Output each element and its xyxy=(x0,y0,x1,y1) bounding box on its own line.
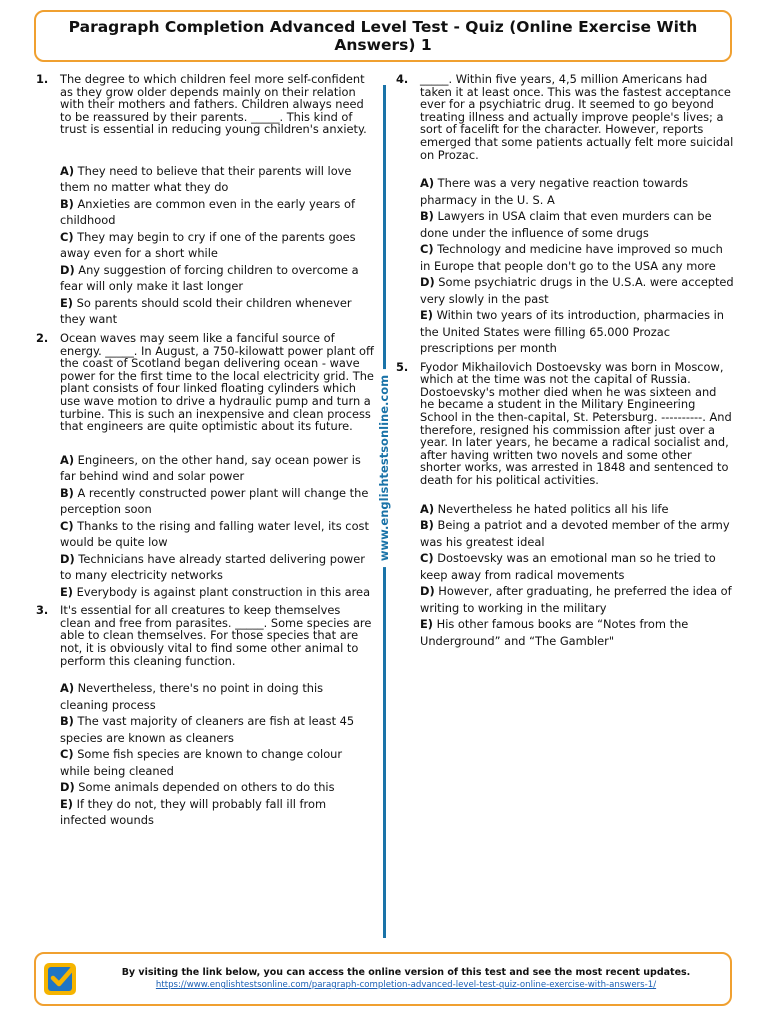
option-d[interactable] xyxy=(420,274,734,307)
option-letter: A) xyxy=(60,163,75,178)
option-letter: E) xyxy=(420,308,433,323)
option-letter: A) xyxy=(420,176,435,191)
options-list xyxy=(60,680,374,829)
option-a[interactable] xyxy=(60,452,374,485)
question-stem: Ocean waves may seem like a fanciful source of energy. _____. In August, a 750-kilowatt power plant off the coast of Scotland began delivering ocean - wave power for the first time to the local electricity grid. The plant consists of four linked floating cylinders which use wave motion to drive a hydraulic pump and turn a turbine. This is such an inexpensive and clean process that engineers are quite optimistic about its future. xyxy=(60,330,374,434)
option-text: His other famous books are “Notes from the Underground” and “The Gambler" xyxy=(420,617,689,648)
option-letter: E) xyxy=(60,796,73,811)
site-watermark: www.englishtestsonline.com xyxy=(374,369,394,567)
option-text: If they do not, they will probably fall ill from infected wounds xyxy=(60,796,327,828)
option-text: A recently constructed power plant will change the perception soon xyxy=(60,485,369,517)
option-a[interactable] xyxy=(420,501,734,518)
question-2 xyxy=(36,332,374,600)
option-text: Technicians have already started delivering power to many electricity networks xyxy=(60,551,365,583)
option-text: Lawyers in USA claim that even murders can be done under the influence of some drugs xyxy=(420,209,712,240)
option-text: Engineers, on the other hand, say ocean power is far behind wind and solar power xyxy=(60,452,361,484)
option-letter: C) xyxy=(60,518,74,533)
option-text: However, after graduating, he preferred the idea of writing to working in the military xyxy=(420,584,732,615)
footer-box xyxy=(34,952,732,1006)
option-b[interactable] xyxy=(420,517,734,550)
option-letter: C) xyxy=(60,229,74,244)
option-letter: C) xyxy=(60,747,74,762)
option-letter: A) xyxy=(420,501,435,516)
option-a[interactable] xyxy=(60,680,374,713)
question-3 xyxy=(36,604,374,828)
option-text: Technology and medicine have improved so much in Europe that people don't go to the USA any more xyxy=(420,242,723,273)
option-e[interactable] xyxy=(420,616,734,649)
option-e[interactable] xyxy=(60,796,374,829)
option-text: Some animals depended on others to do this xyxy=(78,780,335,795)
option-letter: C) xyxy=(420,242,434,257)
option-text: Being a patriot and a devoted member of the army was his greatest ideal xyxy=(420,518,730,549)
option-text: Dostoevsky was an emotional man so he tried to keep away from radical movements xyxy=(420,551,716,582)
option-letter: E) xyxy=(60,584,73,599)
left-column xyxy=(36,73,374,829)
option-text: Nevertheless, there's no point in doing this cleaning process xyxy=(60,681,324,712)
option-d[interactable] xyxy=(60,551,374,584)
option-text: So parents should scold their children whenever they want xyxy=(60,295,352,327)
option-text: The vast majority of cleaners are fish at least 45 species are known as cleaners xyxy=(60,714,355,745)
option-text: Anxieties are common even in the early years of childhood xyxy=(60,196,355,228)
option-text: Any suggestion of forcing children to overcome a fear will only make it last longer xyxy=(60,262,359,294)
option-c[interactable] xyxy=(420,241,734,274)
question-number: 5. xyxy=(396,359,409,374)
page-title: Paragraph Completion Advanced Level Test - Quiz (Online Exercise With Answers) 1 xyxy=(68,18,698,54)
option-letter: D) xyxy=(60,262,75,277)
option-text: They need to believe that their parents will love them no matter what they do xyxy=(60,163,352,195)
option-letter: A) xyxy=(60,452,75,467)
option-letter: B) xyxy=(60,714,74,729)
options-list xyxy=(60,163,374,328)
option-c[interactable] xyxy=(60,518,374,551)
question-stem: Fyodor Mikhailovich Dostoevsky was born in Moscow, which at the time was not the capital of Russia. Dostoevsky's mother died when he was sixteen and he became a student in the Military Engineering School in the then-capital, St. Petersburg. ----------. And therefore, resigned his commission after just over a year. In later years, he became a radical socialist and, after having written two novels and some other shorter works, was arrested in 1848 and sentenced to death for his political activities. xyxy=(420,359,732,487)
option-letter: D) xyxy=(420,275,435,290)
option-letter: D) xyxy=(420,584,435,599)
question-stem: _____. Within five years, 4,5 million Americans had taken it at least once. This was the fastest acceptance ever for a psychiatric drug. It seemed to go beyond treating illness and actually improve people's lives; a sort of facelift for the character. However, reports emerged that some patients actually felt more suicidal on Prozac. xyxy=(420,72,734,162)
question-5 xyxy=(396,361,734,649)
option-b[interactable] xyxy=(60,485,374,518)
title-box xyxy=(34,10,732,62)
option-e[interactable] xyxy=(420,307,734,357)
question-number: 3. xyxy=(36,603,49,618)
right-column xyxy=(396,73,734,649)
option-letter: B) xyxy=(60,485,74,500)
question-number: 4. xyxy=(396,72,409,86)
question-4 xyxy=(396,73,734,357)
option-text: Thanks to the rising and falling water level, its cost would be quite low xyxy=(60,518,369,550)
question-stem: The degree to which children feel more self-confident as they grow older depends mainly on their relation with their mothers and fathers. Children always need to be reassured by their parents. _____. This kind of trust is essential in reducing young children's anxiety. xyxy=(60,72,367,137)
option-a[interactable] xyxy=(60,163,374,196)
question-1 xyxy=(36,73,374,328)
checkmark-icon xyxy=(44,963,76,995)
option-letter: D) xyxy=(60,780,75,795)
option-text: Everybody is against plant construction in this area xyxy=(76,584,371,599)
option-e[interactable] xyxy=(60,584,374,601)
option-text: Some psychiatric drugs in the U.S.A. were accepted very slowly in the past xyxy=(420,275,734,306)
option-c[interactable] xyxy=(60,746,374,779)
option-letter: C) xyxy=(420,551,434,566)
option-b[interactable] xyxy=(60,196,374,229)
option-text: They may begin to cry if one of the parents goes away even for a short while xyxy=(60,229,356,261)
options-list xyxy=(420,501,734,650)
option-d[interactable] xyxy=(60,262,374,295)
option-letter: E) xyxy=(420,617,433,632)
option-a[interactable] xyxy=(420,175,734,208)
option-letter: E) xyxy=(60,295,73,310)
option-c[interactable] xyxy=(60,229,374,262)
option-text: Within two years of its introduction, pharmacies in the United States were filling 65.000 Prozac prescriptions per month xyxy=(420,308,725,356)
option-d[interactable] xyxy=(420,583,734,616)
question-stem: It's essential for all creatures to keep themselves clean and free from parasites. _____. Some species are able to clean themselves. For those species that are not, it is obviously vital to find some other animal to perform this cleaning function. xyxy=(60,603,372,668)
option-letter: B) xyxy=(60,196,74,211)
option-b[interactable] xyxy=(60,713,374,746)
question-number: 1. xyxy=(36,72,49,86)
option-text: There was a very negative reaction towards pharmacy in the U. S. A xyxy=(420,176,689,207)
option-e[interactable] xyxy=(60,295,374,328)
option-letter: D) xyxy=(60,551,75,566)
option-text: Nevertheless he hated politics all his life xyxy=(437,501,669,516)
footer-link[interactable]: https://www.englishtestsonline.com/paragraph-completion-advanced-level-test-quiz-online-exercise-with-answers-1/ xyxy=(155,980,657,990)
footer-note: By visiting the link below, you can access the online version of this test and see the most recent updates. xyxy=(121,967,691,978)
option-d[interactable] xyxy=(60,779,374,796)
option-b[interactable] xyxy=(420,208,734,241)
option-text: Some fish species are known to change colour while being cleaned xyxy=(60,747,343,778)
option-letter: A) xyxy=(60,681,75,696)
question-number: 2. xyxy=(36,330,49,345)
option-c[interactable] xyxy=(420,550,734,583)
option-letter: B) xyxy=(420,518,434,533)
options-list xyxy=(420,175,734,357)
options-list xyxy=(60,452,374,601)
option-letter: B) xyxy=(420,209,434,224)
